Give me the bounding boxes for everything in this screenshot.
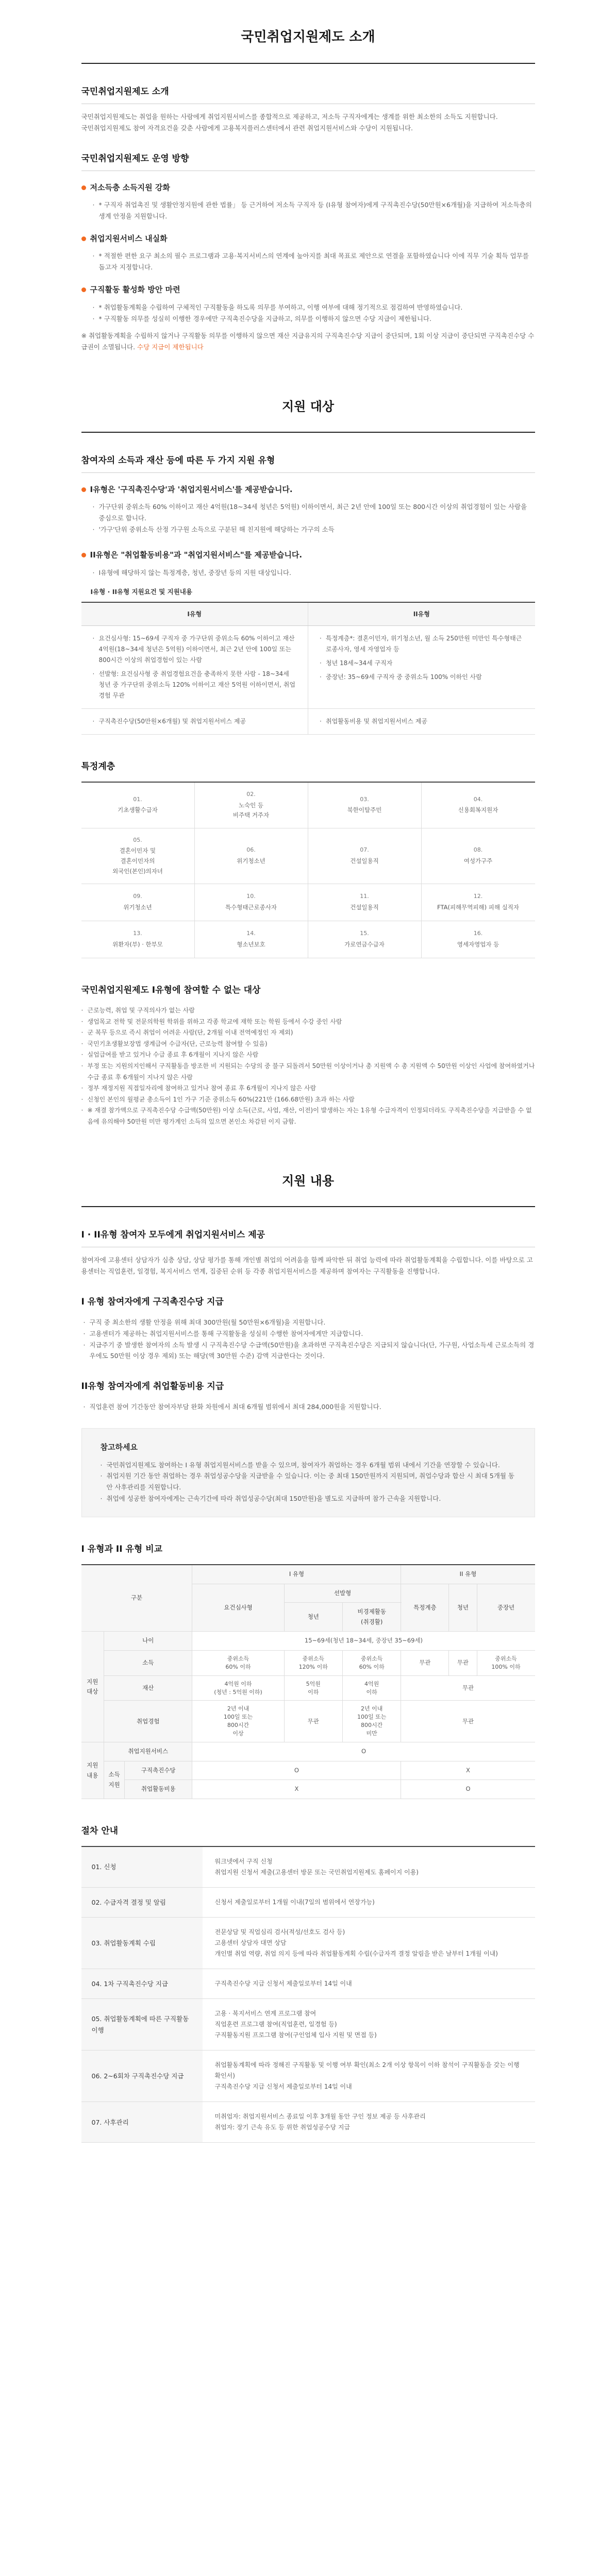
special-group-number: 12. xyxy=(473,893,483,900)
excluded-item: · 신청인 본인의 월평균 총소득이 1인 가구 기준 중위소득 60%(221만 (166.68만원) 초과 하는 사람 xyxy=(81,1094,535,1106)
compare-cell: 4억원 이하 xyxy=(342,1675,401,1701)
excluded-item: · 국민기초생활보장법 생계급여 수급자(단, 근로능력 참여할 수 있음) xyxy=(81,1039,535,1050)
procedure-step-detail: 전문상담 및 직업심리 검사(적성/선호도 검사 등) 고용센터 상담자 대면 상담 개인별 취업 역량, 취업 의지 등에 따라 취업활동계획 수립(수급자격 결정 알림을 받은 날부터 1개월 이내) xyxy=(214,1928,498,1957)
bullet-dot-icon xyxy=(81,553,86,557)
procedure-step-detail: 신청서 제출일로부터 1개월 이내(7일의 범위에서 연장가능) xyxy=(214,1898,375,1906)
special-group-label: 건설일용직 xyxy=(350,904,379,911)
special-group-label: 형소년보호 xyxy=(237,941,265,948)
special-group-item xyxy=(195,828,308,884)
policy-item xyxy=(81,181,535,222)
policy-item xyxy=(81,232,535,273)
special-group-item xyxy=(81,921,195,958)
special-group-label: 영세자영업자 등 xyxy=(457,941,500,948)
compare-row-age: 나이 xyxy=(104,1632,192,1651)
special-group-number: 07. xyxy=(360,846,369,854)
type2-requirement: · 중장년: 35~69세 구직자 중 중위소득 100% 이하인 사람 xyxy=(320,672,524,683)
target-heading: 참여자의 소득과 재산 등에 따른 두 가지 지원 유형 xyxy=(81,453,535,473)
section-title-target: 지원 대상 xyxy=(81,389,535,433)
compare-heading: I 유형과 II 유형 비교 xyxy=(81,1544,163,1555)
special-group-item xyxy=(308,921,422,958)
procedure-step xyxy=(81,2102,535,2143)
special-group-number: 14. xyxy=(246,930,256,937)
special-heading: 특정계층 xyxy=(81,761,115,772)
type-table xyxy=(81,602,535,735)
bullet-dot-icon xyxy=(81,185,86,190)
procedure-step-title: 05. 취업활동계획에 따른 구직활동 이행 xyxy=(81,1999,203,2050)
compare-cell: 중위소득 100% 이하 xyxy=(477,1650,535,1675)
policy-heading: 국민취업지원제도 운영 방향 xyxy=(81,151,535,171)
type1-line: · 가구단위 중위소득 60% 이하이고 재산 4억원(18~34세 청년은 5억원) 이하이면서, 최근 2년 안에 100일 또는 800시간 이상의 취업경험이 있는 사람을 중심으로 합니다. xyxy=(93,501,535,524)
special-grid xyxy=(81,782,535,958)
procedure-step-detail: 고용 · 복지서비스 연계 프로그램 참여 직업훈련 프로그램 참여(직업훈련, 일경험 등) 구직활동지원 프로그램 참여(구인업체 입사 지원 및 면접 등) xyxy=(214,2010,377,2039)
special-group-label: 신용회복지원자 xyxy=(458,806,498,814)
excluded-item: · 부정 또는 지원의지인해서 구직활동을 방조한 비 지원되는 수당의 중 불구 되돌려서 50만원 이상이거나 총 지원액 수 총 지원액 수 50만원 이상인 사업에 참여하였거나 수급 종료 후 6개월이 지나지 않은 사람 xyxy=(81,1061,535,1083)
support-type1-item: · 지급주기 중 발생한 참여자의 소득 발생 시 구직촉진수당 수급액(50만원)을 초과하면 구직촉진수당은 지급되지 않습니다(단, 가구원, 사업소득세 근로소득의 경우에도 50만원 이상 경우 제외) 또는 해당(액 30만원 수준) 감액 지급한다는 것이다. xyxy=(84,1340,535,1362)
special-group-number: 16. xyxy=(473,930,483,937)
policy-item-title: 구직활동 활성화 방안 마련 xyxy=(90,285,180,295)
excluded-item: · 생업목교 전학 및 전문의학원 학위를 위하고 각종 학교에 재학 또는 학원 등에서 수강 중인 사람 xyxy=(81,1016,535,1028)
compare-col-type1: I 유형 xyxy=(192,1565,401,1584)
special-group-item xyxy=(81,828,195,884)
excluded-list xyxy=(81,1005,535,1128)
compare-cell: 4억원 이하 (청년 : 5억원 이하) xyxy=(192,1675,284,1701)
procedure-step-title: 07. 사후관리 xyxy=(81,2102,203,2142)
policy-item-line: · * 취업활동계획을 수립하여 구체적인 구직활동을 하도록 의무를 부여하고, 이행 여부에 대해 정기적으로 점검하여 반영하였습니다. xyxy=(93,302,535,313)
type2-requirement: · 청년 18세~34세 구직자 xyxy=(320,658,524,669)
special-group-label: 위기청소년 xyxy=(237,857,265,865)
excluded-item: · 근로능력, 취업 및 구직의사가 없는 사람 xyxy=(81,1005,535,1016)
page-title: 국민취업지원제도 소개 xyxy=(81,26,535,64)
tip-box xyxy=(81,1428,535,1517)
support-type1-heading: I 유형 참여자에게 구직촉진수당 지급 xyxy=(81,1296,224,1307)
procedure-step-title: 03. 취업활동계획 수립 xyxy=(81,1918,203,1969)
compare-cell: 무관 xyxy=(401,1650,449,1675)
procedure-step-title: 06. 2~6회차 구직촉진수당 지급 xyxy=(81,2050,203,2102)
special-group-number: 09. xyxy=(133,893,142,900)
policy-footnote-highlight: 수당 지급이 제한됩니다 xyxy=(137,343,204,351)
special-group-number: 15. xyxy=(360,930,369,937)
tip-item: · 취업에 성공한 참여자에게는 근속기간에 따라 취업성공수당(최대 150만원)을 별도로 지급하며 참가 근속을 지원합니다. xyxy=(101,1493,516,1504)
special-group-item xyxy=(195,884,308,921)
special-group-number: 10. xyxy=(246,893,256,900)
procedure-steps xyxy=(81,1846,535,2143)
intro-heading: 국민취업지원제도 소개 xyxy=(81,84,535,104)
special-group-label: 결혼이민자 및 결혼이민자의 외국인(본인)의자녀 xyxy=(112,847,163,875)
compare-cell: 2년 이내 100일 또는 800시간 미만 xyxy=(342,1701,401,1742)
content xyxy=(81,26,535,2143)
special-group-number: 13. xyxy=(133,930,142,937)
compare-col-middle: 중장년 xyxy=(477,1584,535,1632)
special-group-item xyxy=(195,921,308,958)
special-group-label: 특수형태근로종사자 xyxy=(225,904,277,911)
policy-item-title: 저소득층 소득지원 강화 xyxy=(90,182,170,192)
special-group-number: 11. xyxy=(360,893,369,900)
special-group-item xyxy=(81,884,195,921)
compare-cell: 2년 이내 100일 또는 800시간 이상 xyxy=(192,1701,284,1742)
special-group-number: 01. xyxy=(133,795,142,803)
compare-cell: 무관 xyxy=(284,1701,342,1742)
excluded-item: · 정부 재정지원 직접일자리에 참여하고 있거나 참여 종료 후 6개월이 지나지 않은 사람 xyxy=(81,1083,535,1094)
procedure-step-title: 01. 신청 xyxy=(81,1847,203,1887)
special-group-label: FTA(피해무역피해) 피해 실직자 xyxy=(437,904,519,911)
compare-table xyxy=(81,1564,535,1799)
procedure-step-detail: 구직촉진수당 지급 신청서 제출일로부터 14일 이내 xyxy=(214,1979,352,1987)
special-group-number: 04. xyxy=(473,795,483,803)
policy-item xyxy=(81,283,535,324)
special-group-label: 여성가구주 xyxy=(463,857,493,865)
procedure-step-detail: 취업활동계획에 따라 정해진 구직활동 및 이행 여부 확인(최소 2개 이상 항목이 이하 참석이 구직활동을 갖는 이행확인서) 구직촉진수당 지급 신청서 제출일로부터 14일 이내 xyxy=(214,2061,520,2091)
compare-group-income: 소득 지원 xyxy=(104,1761,125,1799)
procedure-step xyxy=(81,1999,535,2050)
support-common-text: 참여자에 고용센터 상담자가 심층 상담, 상담 평가를 통해 개인별 취업의 어려움을 함께 파악한 뒤 취업 능력에 따라 취업활동계획을 수립합니다. 이를 바탕으로 고용센터는 직업훈련, 일경험, 복지서비스 연계, 집중된 순위 등 각종 취업지원서비스를 제공하며 참여자는 구직활동을 진행합니다. xyxy=(81,1256,533,1276)
special-group-item xyxy=(308,884,422,921)
compare-cell: 무관 xyxy=(401,1675,535,1701)
tip-item: · 국민취업지원제도 참여하는 I 유형 취업지원서비스를 받을 수 있으며, 참여자가 취업하는 경우 6개월 범위 내에서 기간을 연장할 수 있습니다. xyxy=(101,1460,516,1471)
intro-line: 국민취업지원제도는 취업을 원하는 사람에게 취업지원서비스를 종합적으로 제공하고, 저소득 구직자에게는 생계를 위한 최소한의 소득도 지원합니다. xyxy=(81,113,498,121)
special-group-label: 기초생활수급자 xyxy=(118,806,158,814)
procedure-step xyxy=(81,1918,535,1969)
policy-item-line: · * 구직활동 의무를 성실히 이행한 경우에만 구직촉진수당을 지급하고, 의무를 이행하지 않으면 수당 지급이 제한됩니다. xyxy=(93,313,535,325)
compare-col-youth2: 청년 xyxy=(449,1584,477,1632)
procedure-step xyxy=(81,1847,535,1888)
special-group-item xyxy=(422,921,535,958)
type-table-header: I유형 xyxy=(81,602,308,626)
type1-requirement: · 선발형: 요건심사형 중 취업경험요건을 충족하지 못한 사람 ‑ 18~34세 청년 중 가구단위 중위소득 120% 이하이고 재산 5억원 이하이면서, 취업경험 무관 xyxy=(93,669,297,701)
compare-cell: X xyxy=(401,1761,535,1780)
bullet-dot-icon xyxy=(81,236,86,241)
procedure-step-detail: 미취업자: 취업지원서비스 종료일 이후 3개월 동안 구인 정보 제공 등 사후관리 취업자: 장기 근속 유도 등 위한 취업성공수당 지급 xyxy=(214,2113,426,2131)
compare-row-asset: 재산 xyxy=(104,1675,192,1701)
intro-line: 국민취업지원제도 참여 자격요건을 갖춘 사람에게 고용복지플러스센터에서 관련 취업지원서비스와 수당이 지원됩니다. xyxy=(81,124,413,132)
compare-cell: 5억원 이하 xyxy=(284,1675,342,1701)
compare-col-gubun: 구분 xyxy=(81,1565,192,1632)
special-group-number: 05. xyxy=(133,836,142,843)
type2-line: · I유형에 해당하지 않는 특정계층, 청년, 중장년 등의 지원 대상입니다. xyxy=(93,567,535,579)
special-group-number: 06. xyxy=(246,846,256,854)
type1-line: · '가구'단위 중위소득 산정 가구원 소득으로 구분된 해 친지원에 해당하는 가구의 소득 xyxy=(93,524,535,535)
special-group-item xyxy=(422,783,535,828)
special-group-item xyxy=(422,828,535,884)
type-table-header: II유형 xyxy=(308,602,535,626)
compare-cell: 무관 xyxy=(401,1701,535,1742)
type1-service: · 구직촉진수당(50만원×6개월) 및 취업지원서비스 제공 xyxy=(93,716,297,727)
type1-requirement: · 요건심사형: 15~69세 구직자 중 가구단위 중위소득 60% 이하이고 재산 4억원(18~34세 청년은 5억원) 이하이면서, 최근 2년 안에 100일 또는 800시간 이상의 취업경험이 있는 사람 xyxy=(93,633,297,666)
bullet-dot-icon xyxy=(81,287,86,292)
policy-footnote: ※ 취업활동계획을 수립하지 않거나 구직활동 의무를 이행하지 않으면 재산 지급유지의 구직촉진수당 지급이 중단되며, 1회 이상 지급이 중단되면 구직촉진수당 수급권이 소멸됩니다. 수당 지급이 제한됩니다 xyxy=(81,332,535,351)
compare-cell: O xyxy=(192,1742,535,1761)
support-type2-item: · 직업훈련 참여 기간동안 참여자부담 완화 차원에서 최대 6개월 범위에서 최대 284,000원을 지원합니다. xyxy=(84,1401,535,1413)
excluded-item: · ※ 재결 참가액으로 구직촉진수당 수급액(50만원) 이상 소득(근로, 사업, 재산, 이전)이 발생하는 자는 1유형 수급자격이 인정되더라도 구직촉진수당을 지급받을 수 없음에 유의해야 50만원 미만 평가계인 소득의 있으면 본인소 차감된 이지 금함. xyxy=(81,1105,535,1127)
special-group-number: 02. xyxy=(246,790,256,798)
compare-cell: 중위소득 120% 이하 xyxy=(284,1650,342,1675)
special-group-label: 북한이탈주민 xyxy=(347,806,382,814)
special-group-label: 노숙인 등 비주택 거주자 xyxy=(232,801,270,819)
section-title-support: 지원 내용 xyxy=(81,1163,535,1207)
procedure-step xyxy=(81,1888,535,1918)
special-group-item xyxy=(308,828,422,884)
type-table-caption: I유형 · II유형 지원요건 및 지원내용 xyxy=(90,588,192,596)
policy-item-line: · * 적절한 편한 요구 최소의 필수 프로그램과 고용·복지서비스의 연계에 높아지를 최대 목표로 제안으로 연결을 포함하였습니다 이에 직무 기술 획득 업무를 돕고자 지정합니다. xyxy=(93,250,535,273)
compare-col-sel: 선발형 xyxy=(284,1584,401,1603)
type2-requirement: · 특정계층*: 결혼이민자, 위기청소년, 월 소득 250만원 미만인 특수형태근로종사자, 영세 자영업자 등 xyxy=(320,633,524,655)
type1-title: I유형은 '구직촉진수당'과 '취업지원서비스'를 제공받습니다. xyxy=(90,484,293,494)
excluded-item: · 군 복무 등으로 즉시 취업이 어려운 사람(단, 2개월 이내 전역예정인 자 제외) xyxy=(81,1027,535,1039)
procedure-step-detail: 워크넷에서 구직 신청 취업지원 신청서 제출(고용센터 방문 또는 국민취업지원제도 홈페이지 이용) xyxy=(214,1857,419,1876)
compare-group-target: 지원 대상 xyxy=(81,1632,104,1742)
compare-col-type2: II 유형 xyxy=(401,1565,535,1584)
type2-title: II유형은 "취업활동비용"과 "취업지원서비스"를 제공받습니다. xyxy=(90,550,303,560)
excluded-item: · 실업급여를 받고 있거나 수급 종료 후 6개월이 지나지 않은 사람 xyxy=(81,1049,535,1061)
special-group-label: 건설일용직 xyxy=(350,857,379,865)
special-group-number: 03. xyxy=(360,795,369,803)
compare-row-income: 소득 xyxy=(104,1650,192,1675)
procedure-step-title: 04. 1차 구직촉진수당 지급 xyxy=(81,1969,203,1998)
compare-cell: O xyxy=(401,1780,535,1799)
compare-cell: 무관 xyxy=(449,1650,477,1675)
procedure-step xyxy=(81,2050,535,2102)
special-group-label: 위환자(부) · 한부모 xyxy=(112,941,163,948)
compare-cell: X xyxy=(192,1780,401,1799)
special-group-item xyxy=(195,783,308,828)
special-group-number: 08. xyxy=(473,846,483,854)
compare-group-support: 지원 내용 xyxy=(81,1742,104,1799)
compare-age-value: 15~69세(청년 18~34세, 중장년 35~69세) xyxy=(192,1632,535,1651)
tip-title: 참고하세요 xyxy=(100,1443,138,1452)
procedure-step-title: 02. 수급자격 결정 및 알림 xyxy=(81,1888,203,1917)
special-group-label: 위기청소년 xyxy=(123,904,152,911)
compare-col-req: 요건심사형 xyxy=(192,1584,284,1632)
procedure-step xyxy=(81,1969,535,1999)
compare-col-nonecon: 비경제활동 (취경활) xyxy=(342,1603,401,1632)
type2-service: · 취업활동비용 및 취업지원서비스 제공 xyxy=(320,716,524,727)
compare-row-work: 취업경험 xyxy=(104,1701,192,1742)
special-group-item xyxy=(422,884,535,921)
tip-item: · 취업지원 기간 동안 취업하는 경우 취업성공수당을 지급받을 수 있습니다. 이는 중 최대 150만원까지 지원되며, 취업수당과 합산 시 최대 5개월 동안 사후관리를 지원합니다. xyxy=(101,1470,516,1493)
support-type1-item: · 구직 중 최소한의 생활 안정을 위해 최대 300만원(월 50만원×6개월)을 지원합니다. xyxy=(84,1317,535,1328)
support-common-heading: I · II유형 참여자 모두에게 취업지원서비스 제공 xyxy=(81,1228,535,1247)
special-group-item xyxy=(308,783,422,828)
compare-cell: 중위소득 60% 이하 xyxy=(192,1650,284,1675)
compare-row-svc: 취업지원서비스 xyxy=(104,1742,192,1761)
compare-cell: O xyxy=(192,1761,401,1780)
policy-item-line: · * 구직자 취업촉진 및 생활안정지원에 관한 법률」 등 근거하여 저소득 구직자 등 (I유형 참여자)에게 구직촉진수당(50만원×6개월)을 지급하여 저소득층의 생계 안정을 지원합니다. xyxy=(93,199,535,222)
compare-col-youth: 청년 xyxy=(284,1603,342,1632)
compare-row-allow: 구직촉진수당 xyxy=(125,1761,192,1780)
policy-item-title: 취업지원서비스 내실화 xyxy=(90,233,168,243)
support-type2-heading: II유형 참여자에게 취업활동비용 지급 xyxy=(81,1381,224,1392)
procedure-heading: 절차 안내 xyxy=(81,1825,119,1836)
support-type1-item: · 고용센터가 제공하는 취업지원서비스를 통해 구직활동을 성실히 수행한 참여자에게만 지급합니다. xyxy=(84,1328,535,1340)
excluded-heading: 국민취업지원제도 I유형에 참여할 수 없는 대상 xyxy=(81,985,261,996)
bullet-dot-icon xyxy=(81,487,86,492)
special-group-item xyxy=(81,783,195,828)
compare-cell: 중위소득 60% 이하 xyxy=(342,1650,401,1675)
compare-row-cost: 취업활동비용 xyxy=(125,1780,192,1799)
special-group-label: 가로연금수급자 xyxy=(344,941,385,948)
compare-col-special: 특정계층 xyxy=(401,1584,449,1632)
